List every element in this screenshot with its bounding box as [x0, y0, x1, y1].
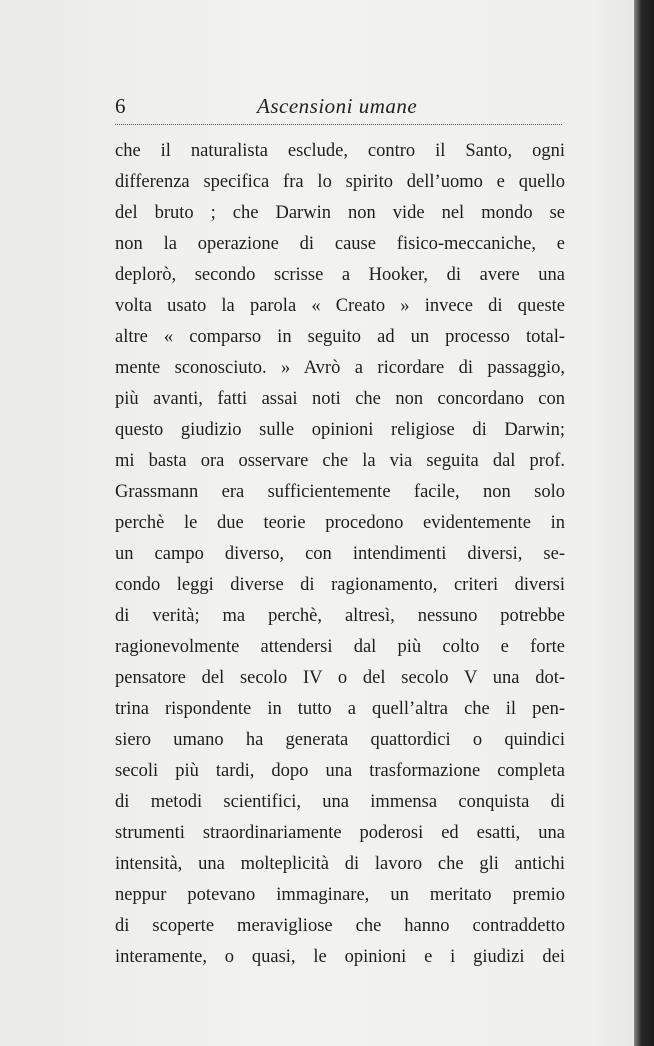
text-line: ragionevolmente attendersi dal più colto e forte — [115, 637, 565, 657]
text-line: intensità, una molteplicità di lavoro che gli antichi — [115, 854, 565, 874]
page-header — [115, 92, 565, 122]
text-line: mi basta ora osservare che la via seguita dal prof. — [115, 451, 565, 471]
text-line: strumenti straordinariamente poderosi ed esatti, una — [115, 823, 565, 843]
text-line: questo giudizio sulle opinioni religiose di Darwin; — [115, 420, 565, 440]
text-line: neppur potevano immaginare, un meritato premio — [115, 885, 565, 905]
text-line: deplorò, secondo scrisse a Hooker, di avere una — [115, 265, 565, 285]
text-line: mente sconosciuto. » Avrò a ricordare di passaggio, — [115, 358, 565, 378]
text-line: secoli più tardi, dopo una trasformazione completa — [115, 761, 565, 781]
text-line: trina rispondente in tutto a quell’altra che il pen- — [115, 699, 565, 719]
text-line: di metodi scientifici, una immensa conquista di — [115, 792, 565, 812]
text-line: più avanti, fatti assai noti che non concordano con — [115, 389, 565, 409]
text-line: un campo diverso, con intendimenti diversi, se- — [115, 544, 565, 564]
page-number: 6 — [115, 94, 126, 118]
text-line: differenza specifica fra lo spirito dell’uomo e quello — [115, 172, 565, 192]
text-line: altre « comparso in seguito ad un processo total- — [115, 327, 565, 347]
text-line: perchè le due teorie procedono evidentemente in — [115, 513, 565, 533]
book-binding-edge — [634, 0, 654, 1046]
text-line: di verità; ma perchè, altresì, nessuno potrebbe — [115, 606, 565, 626]
text-line: Grassmann era sufficientemente facile, non solo — [115, 482, 565, 502]
text-line: siero umano ha generata quattordici o quindici — [115, 730, 565, 750]
running-title: Ascensioni umane — [257, 94, 418, 118]
text-line: del bruto ; che Darwin non vide nel mondo se — [115, 203, 565, 223]
body-text — [115, 136, 565, 973]
text-line: condo leggi diverse di ragionamento, criteri diversi — [115, 575, 565, 595]
text-line: pensatore del secolo IV o del secolo V una dot- — [115, 668, 565, 688]
text-line: volta usato la parola « Creato » invece di queste — [115, 296, 565, 316]
text-line: interamente, o quasi, le opinioni e i giudizi dei — [115, 947, 565, 967]
text-line: di scoperte meravigliose che hanno contraddetto — [115, 916, 565, 936]
text-line: che il naturalista esclude, contro il Santo, ogni — [115, 141, 565, 161]
header-rule — [115, 124, 562, 125]
text-line: non la operazione di cause fisico-meccaniche, e — [115, 234, 565, 254]
